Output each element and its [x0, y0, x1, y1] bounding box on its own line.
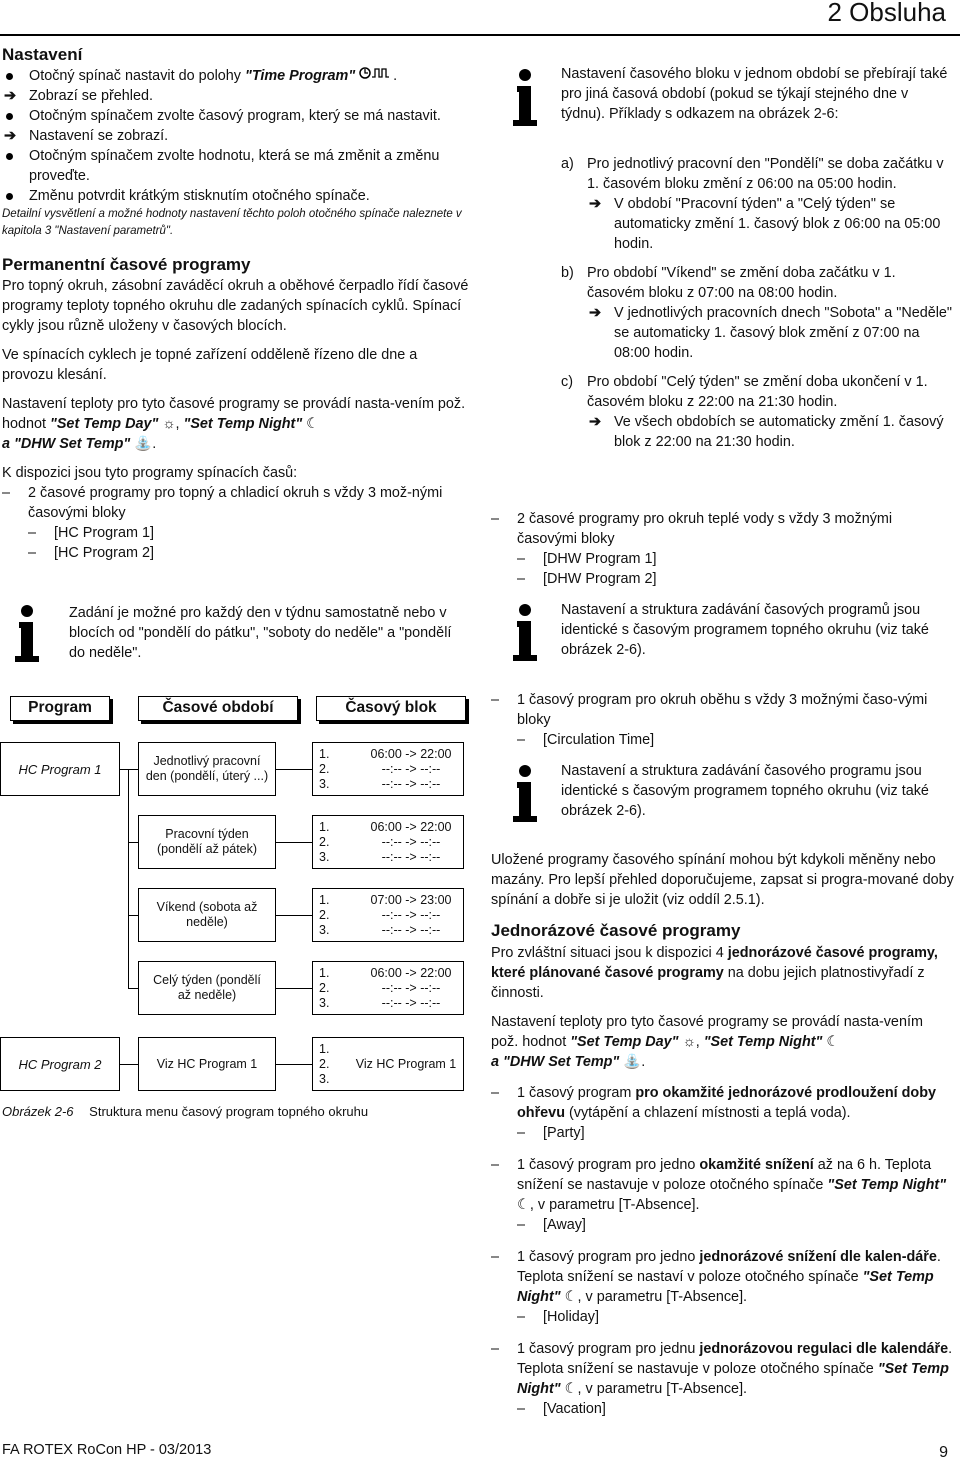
example-label: a) — [561, 156, 574, 172]
info-text: Nastavení a struktura zadávání časového programu jsou identické s časovým programem topného okruhu (viz také obrázek 2-6). — [561, 763, 929, 819]
moon-icon: ☾ — [564, 1381, 578, 1397]
dash-mark: – — [491, 1341, 500, 1357]
mode-name: "Set Temp Night" — [183, 416, 303, 432]
info-icon — [10, 604, 44, 664]
info-icon — [508, 68, 542, 128]
period-box: Celý týden (pondělí až neděle) — [138, 961, 276, 1015]
dash-mark: – — [28, 525, 37, 541]
block-number: 2. — [319, 908, 330, 922]
result-arrow — [2, 126, 472, 146]
block-time: --:-- -> --:-- — [381, 981, 441, 995]
dash-mark: – — [491, 1249, 500, 1265]
step-text: Otočný spínač nastavit do polohy — [29, 68, 245, 84]
result-text: Zobrazí se přehled. — [29, 88, 153, 104]
info-text: Nastavení časového bloku v jednom období se přebírají také pro jiná časová období (pokud se týkají stejného dne v týdnu). Příklady s odkazem na obrázek 2-6: — [561, 66, 948, 122]
list-text: , v parametru [T-Absence]. — [529, 1197, 700, 1213]
connector-line — [276, 842, 312, 843]
mode-name: "Set Temp Night" — [517, 1361, 949, 1397]
list-subitem — [28, 523, 472, 543]
list-text: . Teplota snížení se nastaví v poloze otočného spínače — [517, 1249, 941, 1285]
info-icon — [508, 603, 542, 663]
mode-name: "Set Temp Day" — [570, 1034, 679, 1050]
list-text: [Holiday] — [543, 1309, 599, 1325]
list-subitem — [28, 543, 472, 563]
block-number: 1. — [319, 893, 330, 907]
list-text: [HC Program 2] — [54, 545, 154, 561]
list-item — [491, 690, 953, 730]
note-text: Detailní vysvětlení a možné hodnoty nastavení těchto poloh otočného spínače naleznete v kapitola 3 "Nastavení parametrů". — [2, 208, 462, 237]
block-box — [312, 961, 464, 1015]
list-item — [491, 1155, 954, 1215]
paragraph: K dispozici jsou tyto programy spínacích časů: — [2, 465, 298, 481]
paragraph-text: Nastavení teploty pro tyto časové programy se provádí nasta-vením pož. hodnot — [2, 396, 466, 432]
section-heading: Permanentní časové programy — [2, 255, 251, 274]
block-time: 06:00 -> 22:00 — [370, 747, 452, 761]
example-a — [561, 154, 956, 194]
page-number: 9 — [939, 1444, 948, 1461]
block-number: 1. — [319, 820, 330, 834]
paragraph-text: Pro zvláštní situaci jsou k dispozici 4 — [491, 945, 728, 961]
mode-name: "Set Temp Day" — [50, 416, 159, 432]
moon-icon: ☾ — [517, 1197, 530, 1213]
block-number: 2. — [319, 981, 330, 995]
dash-mark: – — [491, 511, 500, 527]
connector-line — [120, 1064, 138, 1065]
info-text: Nastavení a struktura zadávání časových programů jsou identické s časovým programem topného okruhu (viz také obrázek 2-6). — [561, 602, 929, 658]
block-time: --:-- -> --:-- — [381, 762, 441, 776]
dash-mark: – — [517, 732, 526, 748]
dash-mark: – — [517, 1125, 526, 1141]
period-box: Víkend (sobota až neděle) — [138, 888, 276, 942]
example-b — [561, 263, 956, 303]
dhw-list — [491, 509, 953, 589]
list-text: [DHW Program 2] — [543, 571, 657, 587]
step-text: . — [393, 68, 398, 84]
step-bullet — [2, 66, 472, 86]
dash-mark: – — [517, 1217, 526, 1233]
list-item — [2, 483, 472, 523]
clock-icon — [359, 68, 393, 84]
program-box: HC Program 1 — [0, 742, 120, 796]
paragraph: Nastavení teploty pro tyto časové programy se provádí nasta-vením pož. hodnot "Set Temp Day" ☼, "Set Temp Night" ☾ a "DHW Set Temp" ⛲. — [2, 396, 466, 452]
list-text: [Party] — [543, 1125, 585, 1141]
mode-name: "Time Program" — [245, 68, 356, 84]
example-c — [561, 372, 956, 412]
list-text: (vytápění a chlazení místnosti a teplá voda). — [564, 1105, 851, 1121]
dash-mark: – — [28, 545, 37, 561]
dash-mark: – — [491, 1157, 500, 1173]
block-number: 2. — [319, 1057, 330, 1071]
list-text: 1 časový program pro jednu — [517, 1341, 700, 1357]
block-number: 1. — [319, 966, 330, 980]
block-time: --:-- -> --:-- — [381, 835, 441, 849]
mode-name: "Set Temp Night" — [703, 1034, 823, 1050]
list-text: 1 časový program pro jedno — [517, 1157, 700, 1173]
chapter-title: 2 Obsluha — [827, 0, 946, 27]
list-text: . Teplota snížení se nastavuje v poloze otočného spínače — [517, 1341, 953, 1377]
list-text: [Circulation Time] — [543, 732, 655, 748]
list-subitem — [517, 1307, 954, 1327]
moon-icon: ☾ — [564, 1289, 578, 1305]
list-text: 1 časový program pro okruh oběhu s vždy 3 možnými časo-vými bloky — [517, 692, 928, 728]
example-label: b) — [561, 265, 574, 281]
header-rule — [0, 34, 960, 36]
dash-mark: – — [491, 692, 500, 708]
connector-line — [276, 769, 312, 770]
page-header — [0, 0, 960, 36]
result-arrow — [587, 303, 956, 363]
block-number: 1. — [319, 747, 330, 761]
block-time: --:-- -> --:-- — [381, 923, 441, 937]
example-text: Pro jednotlivý pracovní den "Pondělí" se doba začátku v 1. časovém bloku změní z 06:00 na 05:00 hodin. — [587, 156, 944, 192]
left-column — [2, 44, 472, 563]
result-text: Ve všech obdobích se automaticky změní 1. časový blok z 22:00 na 21:30 hodin. — [614, 414, 944, 450]
result-arrow — [587, 412, 956, 452]
list-subitem — [517, 549, 953, 569]
menu-structure-figure — [0, 690, 475, 1130]
connector-line — [276, 988, 312, 989]
dash-mark: – — [491, 1085, 500, 1101]
period-box: Jednotlivý pracovní den (pondělí, úterý ...) — [138, 742, 276, 796]
result-text: Nastavení se zobrazí. — [29, 128, 169, 144]
block-box — [312, 888, 464, 942]
list-item — [491, 1083, 954, 1123]
dash-mark: – — [2, 485, 11, 501]
block-number: 3. — [319, 1072, 330, 1086]
result-arrow — [2, 86, 472, 106]
circ-list — [491, 690, 953, 750]
arrow-icon: ➔ — [4, 88, 17, 104]
block-number: 3. — [319, 923, 330, 937]
block-box — [312, 1037, 464, 1091]
connector-line — [128, 842, 138, 843]
list-text: [HC Program 1] — [54, 525, 154, 541]
block-reference: Viz HC Program 1 — [355, 1057, 457, 1071]
list-text: [Vacation] — [543, 1401, 606, 1417]
figure-number: Obrázek 2-6 — [2, 1104, 74, 1119]
list-text: [Away] — [543, 1217, 586, 1233]
footer-doc: FA ROTEX RoCon HP - 03/2013 — [2, 1442, 212, 1458]
period-box: Pracovní týden (pondělí až pátek) — [138, 815, 276, 869]
example-text: Pro období "Víkend" se změní doba začátku v 1. časovém bloku z 07:00 na 08:00 hodin. — [587, 265, 896, 301]
block-number: 3. — [319, 996, 330, 1010]
sun-icon: ☼ — [162, 416, 176, 432]
mode-name: "Set Temp Night" — [517, 1269, 934, 1305]
list-text: 2 časové programy pro topný a chladicí okruh s vždy 3 mož-nými časovými bloky — [28, 485, 443, 521]
step-bullet: Změnu potvrdit krátkým stisknutím otočného spínače. — [2, 186, 472, 206]
list-subitem — [517, 730, 953, 750]
example-list — [561, 154, 956, 452]
list-item — [491, 1247, 954, 1307]
tap-icon: ⛲ — [134, 436, 153, 452]
figure-caption — [2, 1102, 368, 1122]
bold-text: pro okamžité jednorázové prodloužení doby ohřevu — [517, 1085, 937, 1121]
connector-line — [276, 1064, 312, 1065]
mode-name: a "DHW Set Temp" — [491, 1054, 620, 1070]
step-bullet: Otočným spínačem zvolte hodnotu, která se má změnit a změnu proveďte. — [2, 146, 472, 186]
example-label: c) — [561, 374, 573, 390]
paragraph — [491, 943, 954, 1003]
block-box — [312, 815, 464, 869]
dash-mark: – — [517, 551, 526, 567]
step-bullet: Otočným spínačem zvolte časový program, který se má nastavit. — [2, 106, 472, 126]
block-number: 3. — [319, 777, 330, 791]
bold-text: okamžité snížení — [699, 1157, 814, 1173]
result-arrow — [587, 194, 956, 254]
block-time: 06:00 -> 22:00 — [370, 966, 452, 980]
list-subitem — [517, 569, 953, 589]
arrow-icon: ➔ — [589, 305, 602, 321]
block-time: --:-- -> --:-- — [381, 908, 441, 922]
arrow-icon: ➔ — [589, 414, 602, 430]
figure-caption-text: Struktura menu časový program topného okruhu — [89, 1104, 369, 1119]
bold-text: jednorázovou regulaci dle kalendáře — [699, 1341, 949, 1357]
block-number: 2. — [319, 835, 330, 849]
column-header-period: Časové období — [138, 696, 298, 721]
example-text: Pro období "Celý týden" se změní doba ukončení v 1. časovém bloku z 22:00 na 21:30 hodin. — [587, 374, 928, 410]
mode-name: "Set Temp Night" — [827, 1177, 947, 1193]
bold-text: jednorázové snížení dle kalen-dáře — [699, 1249, 937, 1265]
block-time: --:-- -> --:-- — [381, 996, 441, 1010]
period-box: Viz HC Program 1 — [138, 1037, 276, 1091]
connector-line — [120, 769, 138, 770]
list-text: , v parametru [T-Absence]. — [577, 1289, 748, 1305]
list-text: [DHW Program 1] — [543, 551, 657, 567]
oneoff-list — [491, 1083, 954, 1419]
paragraph: Nastavení teploty pro tyto časové programy se provádí nasta-vením pož. hodnot "Set Temp Day" ☼, "Set Temp Night" ☾ a "DHW Set Temp" ⛲. — [491, 1014, 923, 1070]
moon-icon: ☾ — [306, 416, 320, 432]
column-header-block: Časový blok — [316, 696, 466, 721]
block-number: 1. — [319, 1042, 330, 1056]
section-heading: Jednorázové časové programy — [491, 921, 741, 940]
sun-icon: ☼ — [682, 1034, 696, 1050]
info-text: Zadání je možné pro každý den v týdnu samostatně nebo v blocích od "pondělí do pátku", "soboty do neděle" a "pondělí do neděle". — [69, 605, 452, 661]
arrow-icon: ➔ — [589, 196, 602, 212]
section-heading: Nastavení — [2, 45, 83, 64]
dash-mark: – — [517, 1309, 526, 1325]
block-number: 2. — [319, 762, 330, 776]
connector-line — [276, 915, 312, 916]
connector-line — [128, 988, 138, 989]
arrow-icon: ➔ — [4, 128, 17, 144]
list-text: 2 časové programy pro okruh teplé vody s vždy 3 možnými časovými bloky — [517, 511, 893, 547]
list-item — [491, 509, 953, 549]
block-time: 06:00 -> 22:00 — [370, 820, 452, 834]
result-text: V jednotlivých pracovních dnech "Sobota" a "Neděle" se automaticky 1. časový blok změní z 07:00 na 08:00 hodin. — [614, 305, 953, 361]
paragraph: Pro topný okruh, zásobní zaváděcí okruh a oběhové čerpadlo řídí časové programy teploty topného okruhu dle zadaných spínacích cyklů. Spínací cykly jsou různě uloženy v časových blocích. — [2, 278, 469, 334]
paragraph-text: Nastavení teploty pro tyto časové programy se provádí nasta-vením pož. hodnot — [491, 1014, 923, 1050]
connector-line — [128, 915, 138, 916]
paragraph-text: na dobu jejich platnostivyřadí z činnosti. — [491, 965, 925, 1001]
bold-text: , které plánované časové programy — [491, 945, 938, 981]
block-time: --:-- -> --:-- — [381, 850, 441, 864]
list-subitem — [517, 1215, 954, 1235]
tap-icon: ⛲ — [623, 1054, 642, 1070]
connector-line — [128, 769, 129, 988]
list-text: 1 časový program pro jedno — [517, 1249, 700, 1265]
column-header-program: Program — [10, 696, 110, 721]
bold-text: jednorázové časové programy — [727, 945, 934, 961]
block-time: --:-- -> --:-- — [381, 777, 441, 791]
program-box: HC Program 2 — [0, 1037, 120, 1091]
list-subitem — [517, 1399, 954, 1419]
paragraph: Uložené programy časového spínání mohou být kdykoli měněny nebo mazány. Pro lepší přehled doporučujeme, zapsat si progra-mované doby spínání a dobře si je uložit (viz oddíl 2.5.1). — [491, 852, 954, 908]
block-time: 07:00 -> 23:00 — [370, 893, 452, 907]
list-subitem — [517, 1123, 954, 1143]
paragraph: Ve spínacích cyklech je topné zařízení odděleně řízeno dle dne a provozu klesání. — [2, 347, 418, 383]
list-text: 1 časový program — [517, 1085, 636, 1101]
mode-name: a "DHW Set Temp" — [2, 436, 131, 452]
moon-icon: ☾ — [826, 1034, 840, 1050]
block-number: 3. — [319, 850, 330, 864]
list-text: , v parametru [T-Absence]. — [577, 1381, 748, 1397]
dash-mark: – — [517, 571, 526, 587]
info-icon — [508, 764, 542, 824]
list-item — [491, 1339, 954, 1399]
block-box — [312, 742, 464, 796]
dash-mark: – — [517, 1401, 526, 1417]
list-text: až na 6 h. Teplota snížení se nastavuje v poloze otočného spínače — [517, 1157, 932, 1193]
result-text: V období "Pracovní týden" a "Celý týden" se automaticky změní 1. časový blok z 06:00 na 05:00 hodin. — [614, 196, 941, 252]
